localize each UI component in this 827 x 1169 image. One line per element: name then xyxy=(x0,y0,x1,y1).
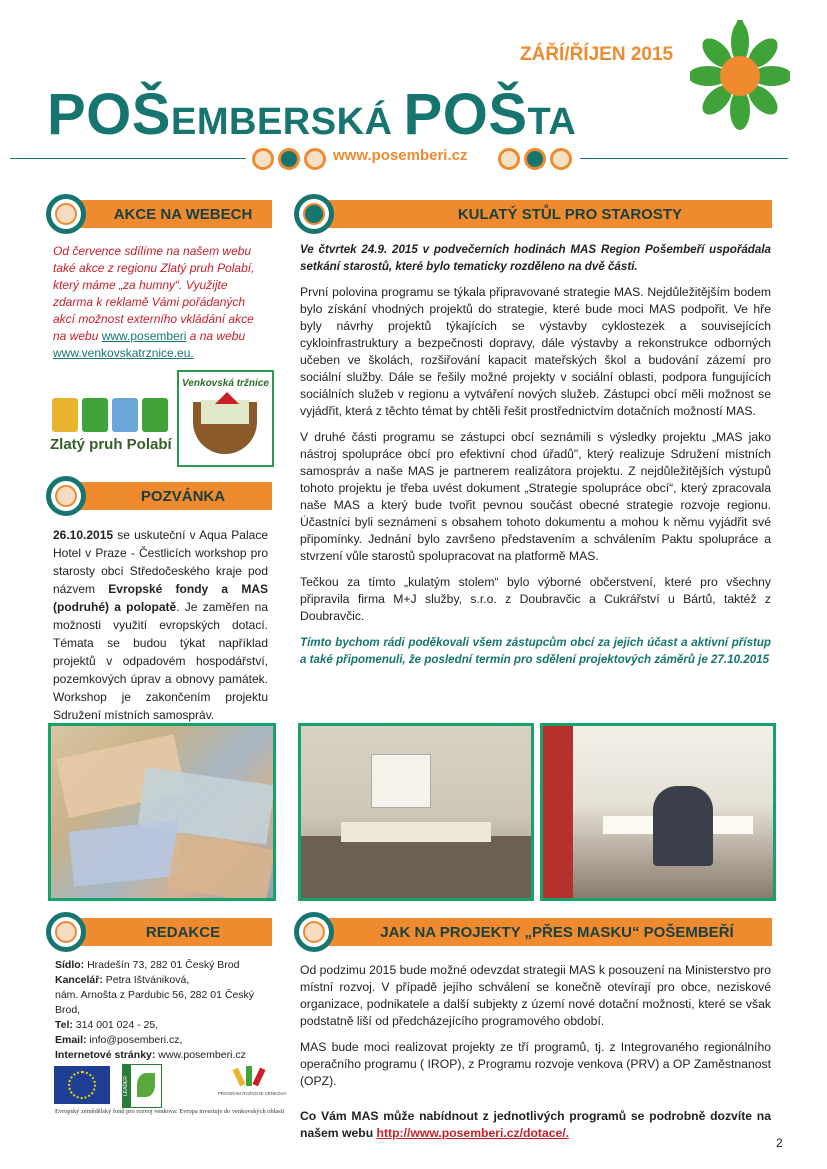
tel-label: Tel: xyxy=(55,1019,73,1031)
address: nám. Arnošta z Pardubic 56, 282 01 Český Brod, xyxy=(55,989,255,1016)
section-title: POZVÁNKA xyxy=(140,487,226,505)
pozvanka-bold: Evropské fondy a MAS (podruhé) a polopatě xyxy=(53,582,269,614)
kulaty-p1: První polovina programu se týkala připravované strategie MAS. Nejdůležitějším bodem bylo získání vhodných projektů do strategie, které bude moci MAS podpořit. Ve hře byly návrhy projektů týkajících se výstavby cyklostezek a souvisejících cykloinfrastruktury a bezpečnosti dopravy, dále výstavby a rekonstrukce odborných učeben ve školách, rozšiřování kapacit mateřských škol a budování zázemí pro sociální služby. Dále se řešily možné projekty v sociální oblasti, podpora fungujících sociálních služeb v regionu a vytváření nových služeb. Zástupci obcí měli možnost se vyjádřit, která z těchto témat by chtěli řešit prostřednictvím dotačních možností MAS. xyxy=(300,285,771,418)
kancelar-label: Kancelář: xyxy=(55,974,103,986)
section-header-projekty xyxy=(296,917,772,947)
meeting-photo-1 xyxy=(298,723,534,901)
decor-dot xyxy=(278,148,300,170)
decor-dot xyxy=(304,148,326,170)
prv-label: PROGRAM ROZVOJE VENKOVA xyxy=(217,1091,287,1096)
projekty-p3 xyxy=(300,1108,771,1142)
title-part: TA xyxy=(527,101,577,143)
email-label: Email: xyxy=(55,1034,87,1046)
funding-footnote: Evropský zemědělský fond pro rozvoj venkova: Evropa investuje do venkovských oblastí xyxy=(55,1108,285,1115)
title-part: POŠ xyxy=(47,82,171,147)
prv-logo xyxy=(212,1066,292,1102)
akce-text-1: Od července sdílíme na našem webu také akce z regionu Zlatý pruh Polabí, který máme „za humny“. Využijte zdarma k reklamě Vámi pořádaných akcí možnost externího vkládání akce na webu xyxy=(53,244,255,343)
section-title: JAK NA PROJEKTY „PŘES MASKU“ POŠEMBEŘÍ xyxy=(380,923,734,941)
page-number: 2 xyxy=(776,1136,783,1150)
section-header-akce xyxy=(48,199,272,229)
flower-logo-icon xyxy=(690,20,790,140)
dotace-link[interactable]: http://www.posemberi.cz/dotace/. xyxy=(376,1126,570,1140)
meeting-photo-2 xyxy=(540,723,776,901)
pozvanka-date: 26.10.2015 xyxy=(53,528,114,542)
projekty-p2: MAS bude moci realizovat projekty ze tří programů, tj. z Integrovaného regionálního operačního programu ( IROP), z Programu rozvoje venkova (PRV) a OP Zaměstnanost (OPZ). xyxy=(300,1040,771,1088)
pozvanka-text xyxy=(53,526,268,724)
decor-dot xyxy=(498,148,520,170)
projekty-p1: Od podzimu 2015 bude možné odevzdat strategii MAS k posouzení na Ministerstvo pro místní rozvoj. V případě jejího schválení se konečně otevírají pro obce, neziskové organizace, podnikatele a další subjekty z území nové dotační možnosti, které se však podstatně liší od předcházejícího programového období. xyxy=(300,963,771,1028)
divider xyxy=(580,158,788,159)
tel-value: 314 001 024 - 25, xyxy=(72,1019,159,1031)
kulaty-p2: V druhé části programu se zástupci obcí seznámili s výsledky projektu „MAS jako nástroj spolupráce obcí pro efektivní chod úřadů", který realizuje Sdružení místních samospráv a naše MAS je partnerem realizátora projektu. Z nejdůležitějších výstupů tohoto projektu je třeba uvést dokument „Strategie spolupráce obcí“, který zpracovala naše MAS a který bude tvořit pevnou součást obecné strategie rozvoje regionu. Účastníci byli seznámeni s obsahem tohoto dokumentu a mohou k němu vyjádřit své připomínky. Jednání bylo završeno představením a schválením Paktu spolupráce a stvrzení vůle starostů spolupracovat na platformě MAS. xyxy=(300,430,771,563)
section-header-kulaty xyxy=(296,199,772,229)
pozvanka-text-2: . Je zaměřen na možnosti využití evropských dotací. Témata se budou týkat například projektů v odpadovém hospodářství, pozemkových úprav a obnovy památek. Workshop je zakončením projektu Sdružení místních samospráv. xyxy=(53,600,269,722)
kulaty-p3: Tečkou za tímto „kulatým stolem“ bylo výborné občerstvení, které pro všechny připravila firma M+J služby, s.r.o. z Doubravčic a Cukrářství u Bártů, taktéž z Doubravčic. xyxy=(300,575,771,623)
sidlo-value: Hradešín 73, 282 01 Český Brod xyxy=(84,959,240,971)
website-link[interactable]: www.posemberi.cz xyxy=(333,147,468,164)
leader-label: LEADER xyxy=(123,1065,131,1107)
sidlo-label: Sídlo: xyxy=(55,959,85,971)
redakce-contacts xyxy=(55,958,270,1063)
section-title: REDAKCE xyxy=(145,923,221,941)
kulaty-thanks: Tímto bychom rádi poděkovali všem zástupcům obcí za jejich účast a aktivní přístup a také připomenuli, že poslední termín pro sdělení projektových záměrů je 27.10.2015 xyxy=(300,636,771,666)
akce-link-1[interactable]: www.posemberi xyxy=(101,329,187,343)
trznice-label: Venkovská tržnice xyxy=(182,378,269,389)
banknotes-photo xyxy=(48,723,276,901)
web-label: Internetové stránky: xyxy=(55,1049,156,1061)
decor-dot xyxy=(252,148,274,170)
kulaty-article xyxy=(300,241,771,668)
web-value[interactable]: www.posemberi.cz xyxy=(155,1049,246,1061)
akce-link-2[interactable]: www.venkovskatrznice.eu. xyxy=(53,346,194,360)
akce-text-2: a na webu xyxy=(186,329,246,343)
section-title: AKCE NA WEBECH xyxy=(113,205,253,223)
section-header-pozvanka xyxy=(48,481,272,511)
decor-dot xyxy=(524,148,546,170)
akce-text xyxy=(53,243,268,362)
newsletter-title xyxy=(47,80,576,150)
kulaty-lead: Ve čtvrtek 24.9. 2015 v podvečerních hodinách MAS Region Pošembeří uspořádala setkání starostů, které bylo tematicky rozděleno na dvě části. xyxy=(300,243,771,273)
section-header-redakce xyxy=(48,917,272,947)
projekty-article xyxy=(300,962,771,1142)
pozvanka-text-1: se uskuteční v Aqua Palace Hotel v Praze - Čestlicích workshop pro starosty obcí Středočeského kraje pod názvem xyxy=(53,528,268,596)
projekty-p3-text: Co Vám MAS může nabídnout z jednotlivých programů se podrobně dozvíte na našem webu xyxy=(300,1109,771,1140)
decor-dot xyxy=(550,148,572,170)
email-value[interactable]: info@posemberi.cz, xyxy=(86,1034,183,1046)
venkovska-trznice-logo xyxy=(177,370,274,467)
leader-logo-icon xyxy=(122,1064,162,1108)
divider xyxy=(10,158,246,159)
section-title: KULATÝ STŮL PRO STAROSTY xyxy=(457,205,682,223)
issue-date: ZÁŘÍ/ŘÍJEN 2015 xyxy=(520,44,674,65)
kancelar-value: Petra Ištvániková, xyxy=(102,974,190,986)
title-part: POŠ xyxy=(403,82,528,147)
zlaty-pruh-logo xyxy=(50,398,172,462)
zlaty-pruh-label: Zlatý pruh Polabí xyxy=(50,436,172,453)
eu-flag-icon xyxy=(54,1066,110,1104)
title-part: EMBERSKÁ xyxy=(171,101,404,143)
